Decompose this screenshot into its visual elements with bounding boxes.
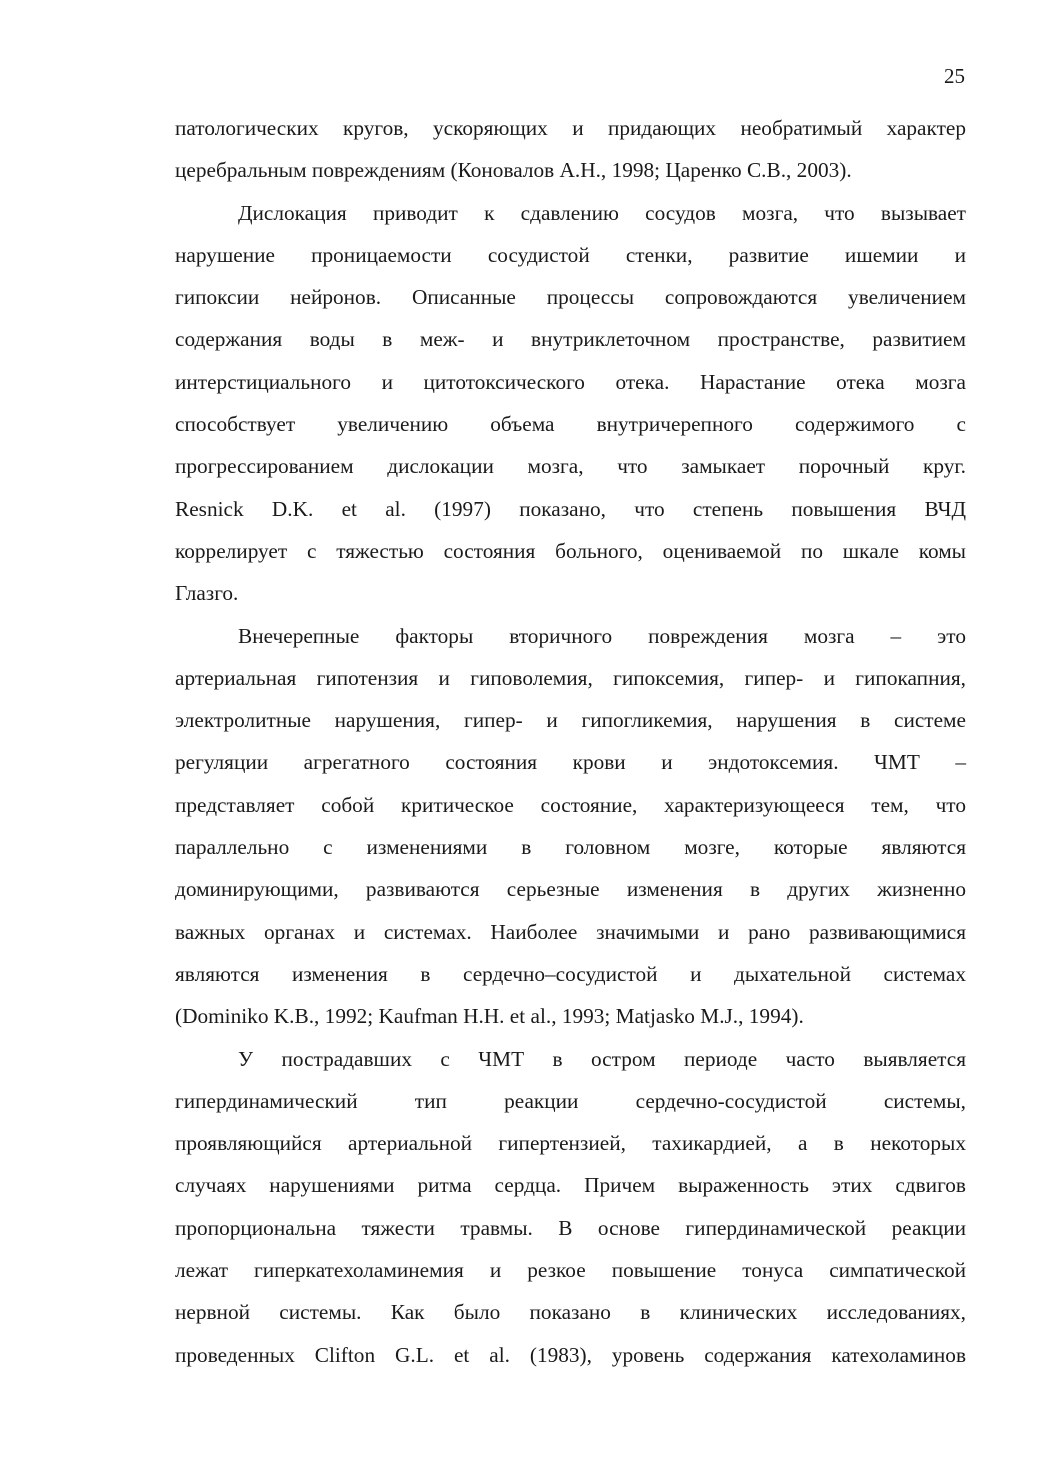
text-line: прогрессированием дислокации мозга, что замыкает порочный круг.: [175, 454, 966, 479]
text-line: электролитные нарушения, гипер- и гипогликемия, нарушения в системе: [175, 708, 966, 733]
page-number: 25: [944, 64, 965, 88]
text-line: проведенных Clifton G.L. et al. (1983), уровень содержания катехоламинов: [175, 1342, 966, 1367]
text-line: доминирующими, развиваются серьезные изменения в других жизненно: [175, 877, 966, 902]
text-line: важных органах и системах. Наиболее значимыми и рано развивающимися: [175, 919, 966, 944]
text-line: представляет собой критическое состояние, характеризующееся тем, что: [175, 792, 966, 817]
text-line: коррелирует с тяжестью состояния больного, оцениваемой по шкале комы: [175, 538, 966, 563]
text-line: Глазго.: [175, 581, 239, 606]
text-line: пропорциональна тяжести травмы. В основе гипердинамической реакции: [175, 1215, 966, 1240]
text-line: случаях нарушениями ритма сердца. Причем выраженность этих сдвигов: [175, 1173, 966, 1198]
text-line: проявляющийся артериальной гипертензией, тахикардией, а в некоторых: [175, 1131, 966, 1156]
text-line: являются изменения в сердечно–сосудистой и дыхательной системах: [175, 961, 966, 986]
text-line: параллельно с изменениями в головном мозге, которые являются: [175, 835, 966, 860]
text-line: содержания воды в меж- и внутриклеточном пространстве, развитием: [175, 327, 966, 352]
paragraph-2: [175, 192, 966, 615]
text-line: артериальная гипотензия и гиповолемия, гипоксемия, гипер- и гипокапния,: [175, 665, 966, 690]
text-line: регуляции агрегатного состояния крови и эндотоксемия. ЧМТ –: [175, 750, 966, 775]
text-line: Resnick D.K. et al. (1997) показано, что степень повышения ВЧД: [175, 496, 966, 521]
paragraph-4: [175, 1038, 966, 1376]
text-line: интерстициального и цитотоксического отека. Нарастание отека мозга: [175, 369, 966, 394]
text-line: У пострадавших с ЧМТ в остром периоде часто выявляется: [238, 1046, 966, 1071]
text-line: нервной системы. Как было показано в клинических исследованиях,: [175, 1300, 966, 1325]
text-line: гипоксии нейронов. Описанные процессы сопровождаются увеличением: [175, 285, 966, 310]
text-line: Внечерепные факторы вторичного повреждения мозга – это: [238, 623, 966, 648]
text-line: Дислокация приводит к сдавлению сосудов мозга, что вызывает: [238, 200, 966, 225]
text-line: патологических кругов, ускоряющих и придающих необратимый характер: [175, 116, 966, 140]
body-text: [175, 107, 966, 1376]
text-line: нарушение проницаемости сосудистой стенки, развитие ишемии и: [175, 242, 966, 267]
text-line: (Dominiko K.B., 1992; Kaufman H.H. et al., 1993; Matjasko M.J., 1994).: [175, 1004, 804, 1029]
paragraph-3: [175, 615, 966, 1038]
paragraph-1: [175, 107, 966, 192]
text-line: лежат гиперкатехоламинемия и резкое повышение тонуса симпатической: [175, 1258, 966, 1283]
text-line: церебральным повреждениям (Коновалов А.Н., 1998; Царенко С.В., 2003).: [175, 158, 852, 183]
text-line: способствует увеличению объема внутричерепного содержимого с: [175, 412, 966, 437]
text-line: гипердинамический тип реакции сердечно-сосудистой системы,: [175, 1088, 966, 1113]
